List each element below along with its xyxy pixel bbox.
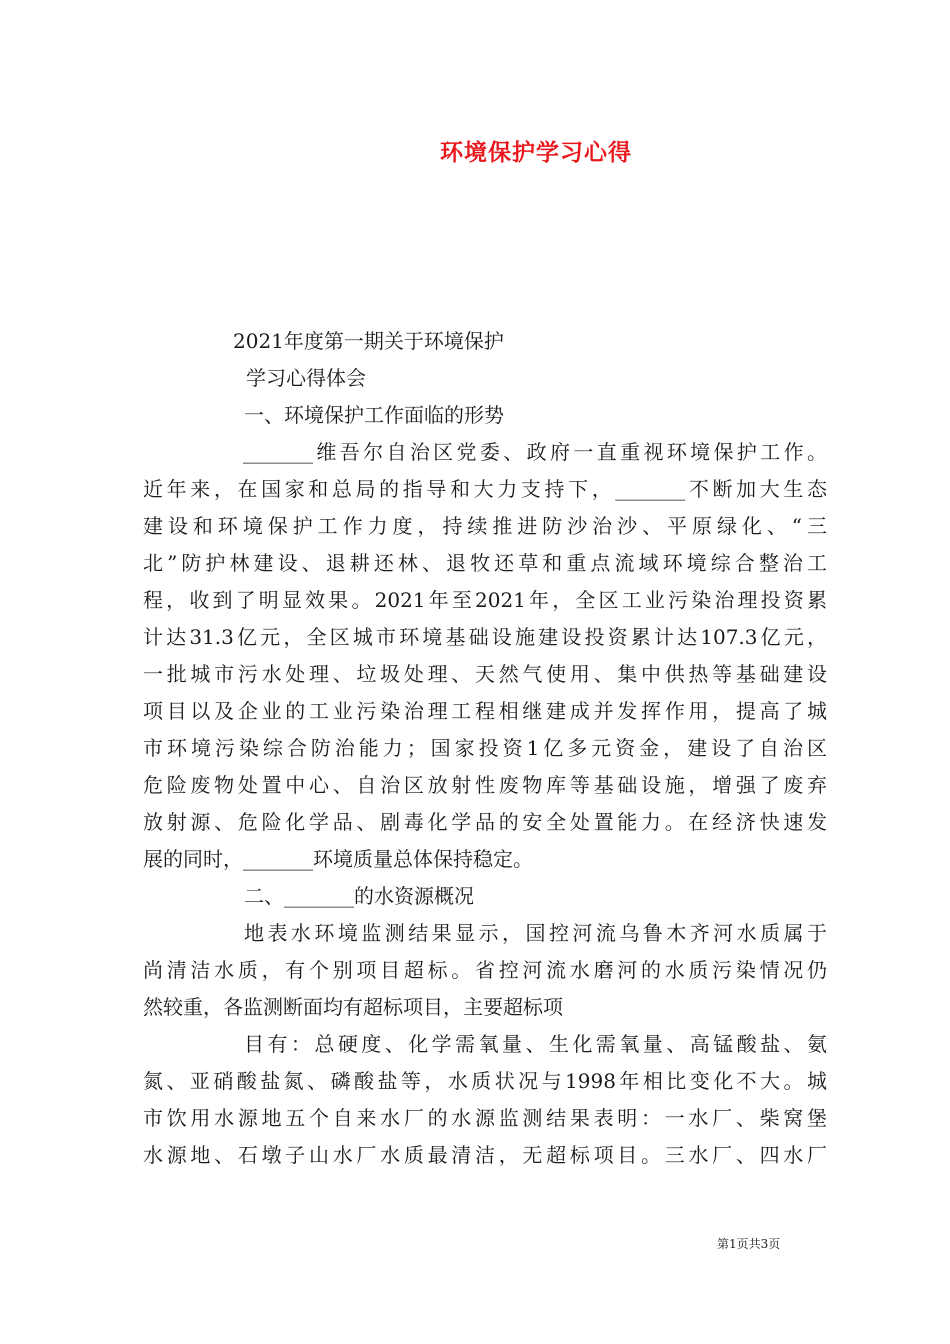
paragraph-line: 氮、亚硝酸盐氮、磷酸盐等，水质状况与1998年相比变化不大。城 bbox=[143, 1069, 827, 1093]
paragraph-line: 然较重，各监测断面均有超标项目，主要超标项 bbox=[143, 995, 563, 1019]
paragraph-line: _______维吾尔自治区党委、政府一直重视环境保护工作。 bbox=[243, 440, 827, 464]
section-1-heading: 一、环境保护工作面临的形势 bbox=[244, 403, 504, 427]
paragraph-line: 项目以及企业的工业污染治理工程相继建成并发挥作用，提高了城 bbox=[143, 699, 827, 723]
paragraph-line: 一批城市污水处理、垃圾处理、天然气使用、集中供热等基础建设 bbox=[143, 662, 827, 686]
heading-line-1: 2021年度第一期关于环境保护 bbox=[233, 329, 504, 353]
paragraph-line: 近年来，在国家和总局的指导和大力支持下，_______不断加大生态 bbox=[143, 477, 827, 501]
paragraph-line: 地表水环境监测结果显示，国控河流乌鲁木齐河水质属于 bbox=[244, 921, 827, 945]
document-title: 环境保护学习心得 bbox=[440, 139, 632, 166]
paragraph-line: 放射源、危险化学品、剧毒化学品的安全处置能力。在经济快速发 bbox=[143, 810, 827, 834]
heading-line-2: 学习心得体会 bbox=[246, 366, 366, 390]
paragraph-line: 市环境污染综合防治能力；国家投资1亿多元资金，建设了自治区 bbox=[143, 736, 827, 760]
paragraph-line: 水源地、石墩子山水厂水质最清洁，无超标项目。三水厂、四水厂 bbox=[143, 1143, 827, 1167]
paragraph-line: 北”防护林建设、退耕还林、退牧还草和重点流域环境综合整治工 bbox=[143, 551, 827, 575]
paragraph-line: 目有：总硬度、化学需氧量、生化需氧量、高锰酸盐、氨 bbox=[244, 1032, 827, 1056]
paragraph-line: 程，收到了明显效果。2021年至2021年，全区工业污染治理投资累 bbox=[143, 588, 827, 612]
paragraph-line: 建设和环境保护工作力度，持续推进防沙治沙、平原绿化、“三 bbox=[143, 514, 827, 538]
section-2-heading: 二、_______的水资源概况 bbox=[244, 884, 474, 908]
paragraph-line: 展的同时，_______环境质量总体保持稳定。 bbox=[143, 847, 533, 871]
paragraph-line: 计达31.3亿元，全区城市环境基础设施建设投资累计达107.3亿元， bbox=[143, 625, 827, 649]
page-number-footer: 第1页共3页 bbox=[717, 1237, 781, 1251]
paragraph-line: 尚清洁水质，有个别项目超标。省控河流水磨河的水质污染情况仍 bbox=[143, 958, 827, 982]
paragraph-line: 市饮用水源地五个自来水厂的水源监测结果表明：一水厂、柴窝堡 bbox=[143, 1106, 827, 1130]
paragraph-line: 危险废物处置中心、自治区放射性废物库等基础设施，增强了废弃 bbox=[143, 773, 827, 797]
